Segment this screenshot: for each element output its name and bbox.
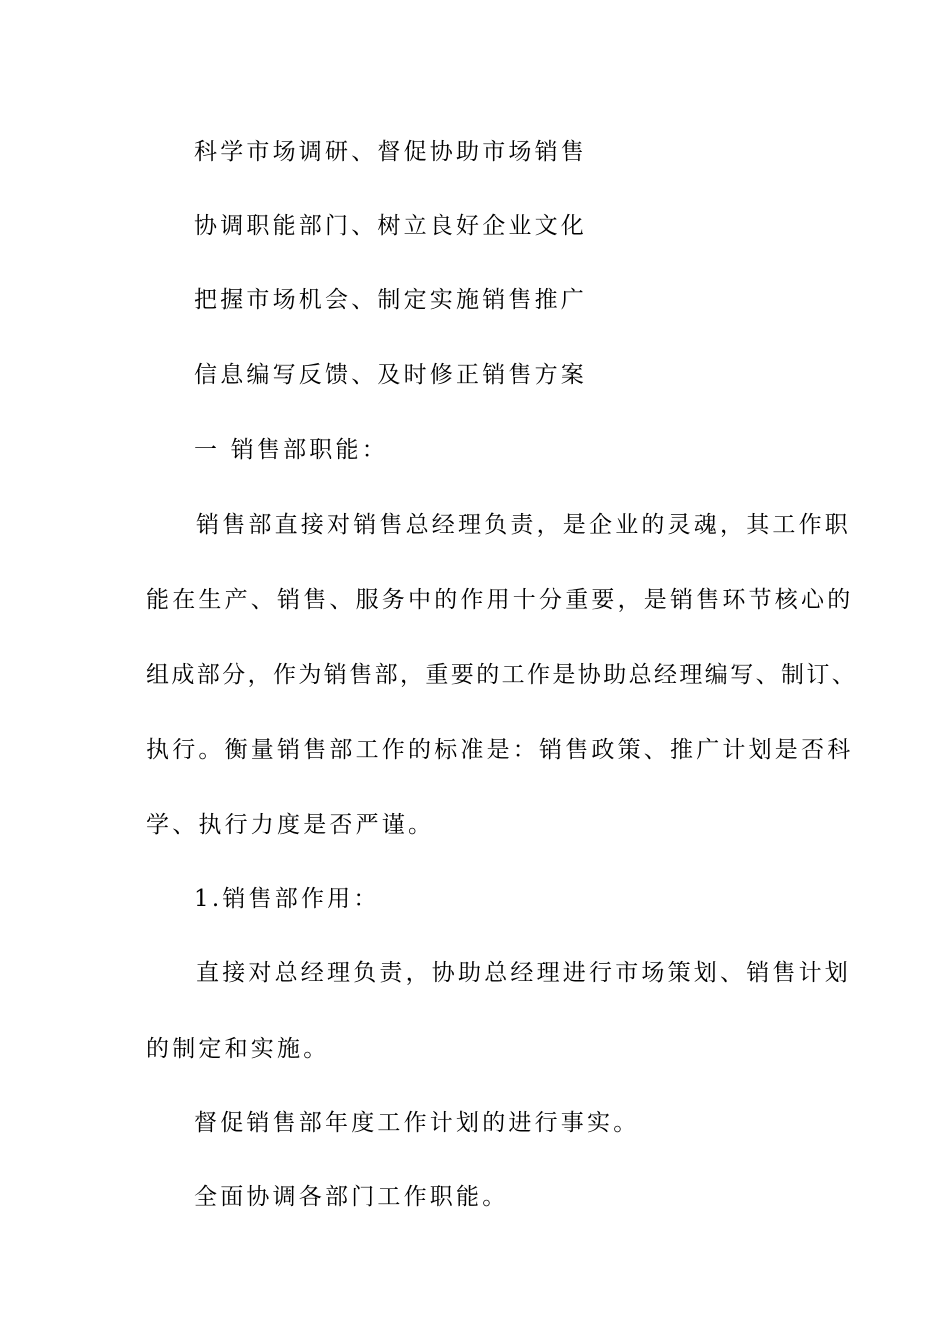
paragraph-line: 执行。衡量销售部工作的标准是：销售政策、推广计划是否科 bbox=[146, 737, 854, 763]
section-heading-sales-functions: 一 销售部职能： bbox=[194, 437, 388, 463]
text-line-market-research: 科学市场调研、督促协助市场销售 bbox=[194, 139, 587, 165]
paragraph-line: 直接对总经理负责，协助总经理进行市场策划、销售计划 bbox=[196, 960, 851, 986]
text-line-market-opportunity: 把握市场机会、制定实施销售推广 bbox=[194, 287, 587, 313]
paragraph-line: 学、执行力度是否严谨。 bbox=[146, 812, 435, 838]
paragraph-line: 能在生产、销售、服务中的作用十分重要，是销售环节核心的 bbox=[146, 587, 854, 613]
text-line-feedback: 信息编写反馈、及时修正销售方案 bbox=[194, 362, 587, 388]
paragraph-line: 组成部分，作为销售部，重要的工作是协助总经理编写、制订、 bbox=[146, 662, 858, 688]
paragraph-line: 督促销售部年度工作计划的进行事实。 bbox=[194, 1110, 640, 1136]
subsection-heading-sales-role: 1.销售部作用： bbox=[194, 886, 380, 912]
paragraph-line: 的制定和实施。 bbox=[146, 1036, 330, 1062]
text-line-coordinate-departments: 协调职能部门、树立良好企业文化 bbox=[194, 213, 587, 239]
paragraph-line: 销售部直接对销售总经理负责，是企业的灵魂，其工作职 bbox=[196, 512, 851, 538]
paragraph-line: 全面协调各部门工作职能。 bbox=[194, 1184, 509, 1210]
